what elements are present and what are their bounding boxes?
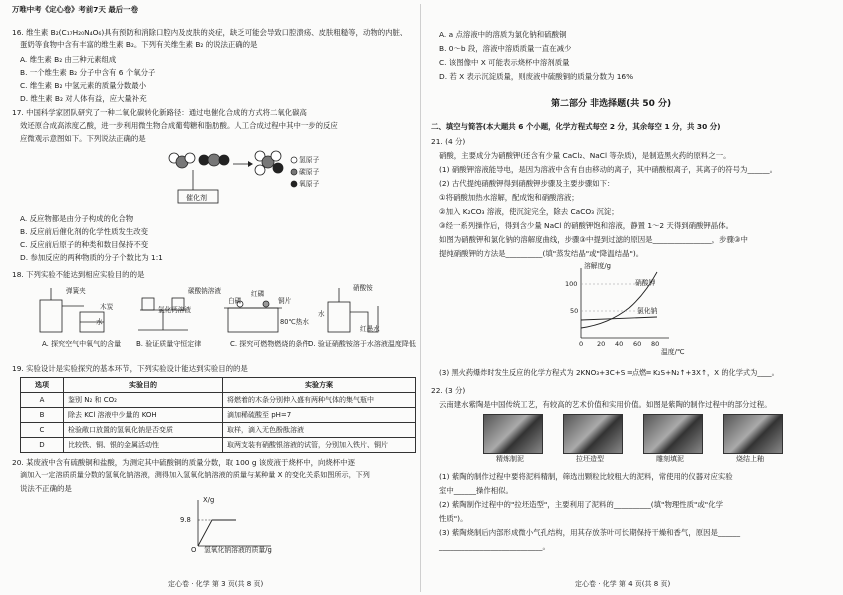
label-water-a: 水	[96, 318, 103, 326]
cell-option: B	[21, 408, 64, 423]
q17-option-c: C. 反应前后原子的种类和数目保持不变	[20, 240, 149, 249]
chart-xtick-60: 60	[633, 340, 642, 348]
cell-option: A	[21, 393, 64, 408]
q21-line-7: 如图为硝酸钾和氯化钠的溶解度曲线，步骤③中提到过滤的原因是________________，步骤③中	[439, 235, 748, 244]
catalyst-label: 催化剂	[186, 194, 207, 202]
chart-xtick-80: 80	[651, 340, 660, 348]
label-charcoal: 木炭	[100, 303, 114, 311]
photo-carving	[643, 414, 703, 454]
reactant-molecules	[169, 153, 229, 168]
q22-line-7: ____________________________。	[439, 542, 550, 551]
q20-stem-2: 滴加入一定溶质质量分数的氢氧化钠溶液，测得加入氢氧化钠溶液的质量与某种量 X 的变化关系如图所示，下列	[20, 470, 370, 479]
chart-xtick-20: 20	[597, 340, 606, 348]
apparatus-c	[224, 301, 282, 332]
cell-plan: 将燃着的木条分别伸入盛有两种气体的集气瓶中	[223, 393, 416, 408]
q16-option-c: C. 维生素 B₂ 中氢元素的质量分数最小	[20, 81, 147, 90]
q20-stem-3: 说法不正确的是	[20, 484, 72, 493]
table-row	[21, 423, 416, 438]
q20-stem-1: 20. 某废液中含有硫酸铜和盐酸，为测定其中硫酸铜的质量分数，取 100 g 该废液于烧杯中，向烧杯中逐	[12, 458, 355, 467]
label-red-ink: 红墨水	[360, 325, 380, 333]
curve	[198, 520, 236, 546]
page-divider	[420, 4, 421, 592]
q22-line-6: (3) 紫陶烧制后内部形成微小气孔结构，用其存放茶叶可长期保持干燥和香气，原因是______	[439, 528, 741, 537]
caption-carving: 雕刻填泥	[656, 455, 684, 463]
q21-line-8: 提纯硝酸钾的方法是__________(填"蒸发结晶"或"降温结晶")。	[439, 249, 644, 258]
q20-option-b: B. 0～b 段，溶液中溶质质量一直在减少	[439, 44, 572, 53]
q20-option-d: D. 若 X 表示沉淀质量，则废液中硫酸铜的质量分数为 16%	[439, 72, 634, 81]
q18-option-d: D. 验证硝酸铵溶于水溶液温度降低	[308, 340, 416, 348]
q17-option-d: D. 参加反应的两种物质的分子个数比为 1:1	[20, 253, 163, 262]
q20-ylabel: X/g	[203, 496, 215, 504]
cell-purpose: 检验敞口放置的氢氧化钠是否变质	[64, 423, 223, 438]
label-water-d: 水	[318, 310, 325, 318]
q16-option-d: D. 维生素 B₂ 对人体有益，应大量补充	[20, 94, 147, 103]
label-calcium-chloride: 氯化钙溶液	[158, 306, 191, 314]
cell-purpose: 比较铁、铜、银的金属活动性	[64, 438, 223, 453]
table-row	[21, 393, 416, 408]
page-footer-right: 定心卷 · 化学 第 4 页(共 8 页)	[575, 580, 671, 588]
label-sodium-carbonate: 碳酸钠溶液	[188, 287, 221, 295]
label-spring-clip: 弹簧夹	[66, 287, 86, 295]
chart-xtick-0: 0	[579, 340, 584, 348]
label-hot-water: 80℃热水	[280, 318, 309, 326]
cell-option: C	[21, 423, 64, 438]
legend	[291, 157, 297, 187]
cell-option: D	[21, 438, 64, 453]
q22-line-1: 云南建水紫陶是中国传统工艺，有较高的艺术价值和实用价值。如图是紫陶的制作过程中的部分过程。	[439, 400, 772, 409]
cell-plan: 取两支装有硝酸银溶液的试管，分别加入铁片、铜片	[223, 438, 416, 453]
q22-line-5: 性质")。	[439, 514, 468, 523]
q18-option-b: B. 验证质量守恒定律	[136, 340, 202, 348]
q18-option-a: A. 探究空气中氧气的含量	[42, 340, 122, 348]
label-copper-sheet: 铜片	[278, 297, 292, 305]
cell-plan: 滴加稀硫酸至 pH=7	[223, 408, 416, 423]
chart-ylabel: 溶解度/g	[584, 262, 611, 270]
q21-head: 21. (4 分)	[431, 137, 466, 146]
q21-line-2: (1) 硝酸钾溶液能导电，是因为溶液中含有自由移动的离子，其中硝酸根离子，其离子的符号为______。	[439, 165, 778, 174]
nacl-curve	[581, 317, 657, 320]
col-purpose: 实验目的	[64, 378, 223, 393]
q20-xlabel: 氢氧化钠溶液的质量/g	[204, 546, 272, 554]
caption-clay-refining: 精炼制泥	[496, 455, 524, 463]
q22-head: 22. (3 分)	[431, 386, 466, 395]
q20-ytick: 9.8	[180, 516, 191, 524]
photo-clay-refining	[483, 414, 543, 454]
q17-option-b: B. 反应前后催化剂的化学性质发生改变	[20, 227, 149, 236]
series-kno3-label: 硝酸钾	[635, 279, 656, 287]
q19-table	[20, 377, 416, 453]
q21-line-4: ①将硝酸加热水溶解，配成饱和硝酸溶液；	[439, 193, 579, 202]
q22-line-2: (1) 紫陶的制作过程中要将泥料精制，筛选出颗粒比较粗大的泥料，常使用的仪器对应实验	[439, 472, 733, 481]
col-plan: 实验方案	[223, 378, 416, 393]
left-page	[8, 0, 418, 595]
q22-line-3: 室中______操作相似。	[439, 486, 513, 495]
col-option: 选项	[21, 378, 64, 393]
photo-throwing	[563, 414, 623, 454]
chart-xtick-40: 40	[615, 340, 624, 348]
q17-stem-3: 应微观示意图如下。下列说法正确的是	[20, 134, 146, 143]
q21-line-9: (3) 黑火药爆炸时发生反应的化学方程式为 2KNO₃+3C+S ═点燃═ K₂S+N₂↑+3X↑，X 的化学式为____。	[439, 368, 779, 377]
q21-line-3: (2) 古代提纯硝酸钾得到硝酸钾步骤及主要步骤如下：	[439, 179, 615, 188]
chart-ytick-50: 50	[570, 307, 579, 315]
fill-section-intro: 二、填空与简答(本大题共 6 个小题，化学方程式每空 2 分，其余每空 1 分，共 30 分)	[431, 122, 721, 131]
photo-firing	[723, 414, 783, 454]
chart-xlabel: 温度/℃	[661, 348, 685, 356]
cell-purpose: 鉴别 N₂ 和 CO₂	[64, 393, 223, 408]
q17-stem-2: 效还原合成高浓度乙酸，进一步利用微生物合成葡萄糖和脂肪酸。人工合成过程中其中一步的反应	[20, 121, 338, 130]
legend-carbon: 碳原子	[299, 168, 320, 176]
series-nacl-label: 氯化钠	[637, 307, 658, 315]
q21-line-5: ②加入 K₂CO₃ 溶液，使沉淀完全，除去 CaCO₃ 沉淀；	[439, 207, 619, 216]
q20-option-a: A. a 点溶液中的溶质为氯化钠和硫酸铜	[439, 30, 567, 39]
right-page	[425, 0, 835, 595]
q16-stem-2: 蛋奶等食物中含有丰富的维生素 B₂。下列有关维生素 B₂ 的说法正确的是	[20, 40, 258, 49]
caption-throwing: 拉坯造型	[576, 455, 604, 463]
product-molecule	[255, 151, 283, 175]
label-white-phosphorus: 白磷	[228, 297, 242, 305]
q17-stem-1: 17. 中国科学家团队研究了一种二氧化碳转化新路径：通过电催化合成的方式将二氧化碳高	[12, 108, 307, 117]
q20-origin: O	[191, 546, 197, 554]
q21-line-1: 硝酸，主要成分为硝酸钾(还含有少量 CaCl₂、NaCl 等杂质)，是制造黑火药的原料之一。	[439, 151, 731, 160]
caption-firing: 烧结上釉	[736, 455, 764, 463]
cell-plan: 取样，滴入无色酚酞溶液	[223, 423, 416, 438]
label-ammonium-nitrate: 硝酸铵	[353, 284, 373, 292]
part-two-title: 第二部分 非选择题(共 50 分)	[551, 99, 672, 109]
label-red-phosphorus: 红磷	[251, 290, 265, 298]
table-row	[21, 408, 416, 423]
q22-line-4: (2) 紫陶制作过程中的"拉坯造型"，主要利用了泥料的__________(填"物理性质"或"化学	[439, 500, 723, 509]
cell-purpose: 除去 KCl 溶液中少量的 KOH	[64, 408, 223, 423]
q17-option-a: A. 反应物都是由分子构成的化合物	[20, 214, 134, 223]
legend-hydrogen: 氢原子	[299, 156, 320, 164]
chart-ytick-100: 100	[565, 280, 578, 288]
q16-option-a: A. 维生素 B₂ 由三种元素组成	[20, 55, 117, 64]
q21-line-6: ③经一系列操作后，得到含少量 NaCl 的硝酸钾饱和溶液，静置 1～2 天得到硝酸钾晶体。	[439, 221, 733, 230]
q18-stem: 18. 下列实验不能达到相应实验目的的是	[12, 270, 145, 279]
q16-option-b: B. 一个维生素 B₂ 分子中含有 6 个氧分子	[20, 68, 156, 77]
q18-option-c: C. 探究可燃物燃烧的条件	[230, 340, 310, 348]
page-header: 万唯中考《定心卷》考前7天 最后一卷	[12, 5, 138, 14]
table-row	[21, 438, 416, 453]
q16-stem-1: 16. 维生素 B₂(C₁₇H₂₀N₄O₆)具有预防和消除口腔内及皮肤的炎症，缺乏可能会导致口腔溃疡、皮肤粗糙等，动物的内脏、	[12, 28, 408, 37]
page-footer-left: 定心卷 · 化学 第 3 页(共 8 页)	[168, 580, 264, 588]
legend-oxygen: 氧原子	[299, 180, 320, 188]
table-header-row	[21, 378, 416, 393]
q20-option-c: C. 该图像中 X 可能表示烧杯中溶剂质量	[439, 58, 570, 67]
q19-stem: 19. 实验设计是实验探究的基本环节，下列实验设计能达到实验目的的是	[12, 364, 248, 373]
